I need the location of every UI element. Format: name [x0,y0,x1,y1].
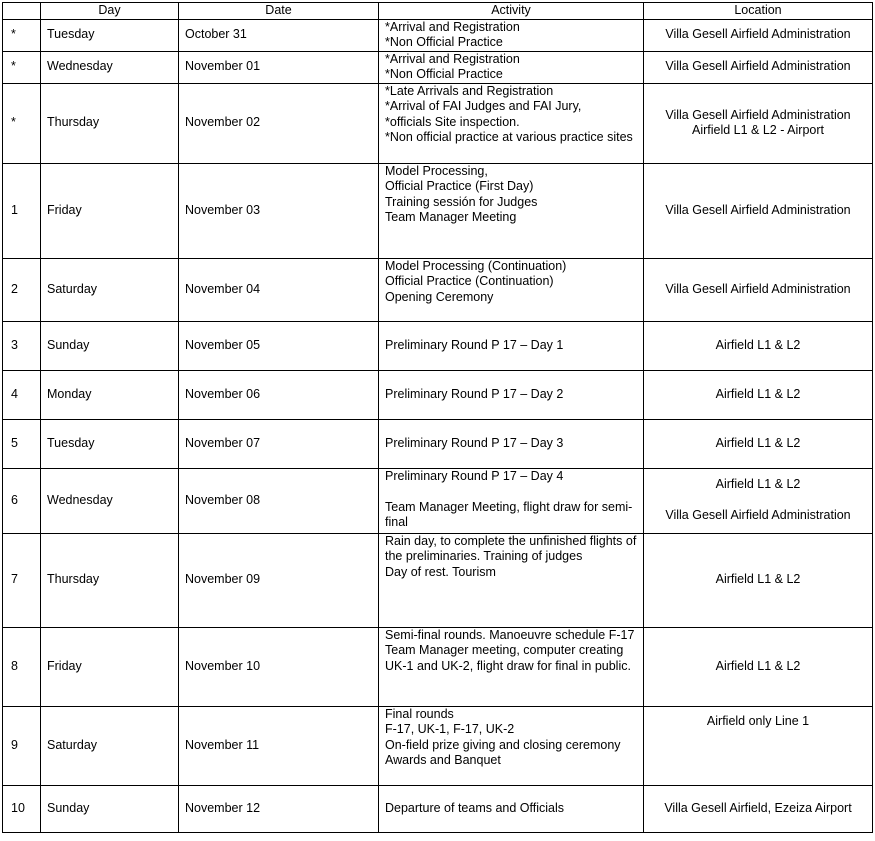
location-cell: Villa Gesell Airfield Administration [644,51,873,83]
row-number: 4 [3,370,41,419]
date-cell: November 10 [179,627,379,706]
location-cell: Airfield L1 & L2 [644,533,873,627]
date-cell: November 11 [179,706,379,785]
activity-cell: Model Processing (Continuation) Official Practice (Continuation) Opening Ceremony [379,258,644,321]
date-cell: November 03 [179,163,379,258]
date-cell: November 09 [179,533,379,627]
row-number: 6 [3,468,41,533]
header-location: Location [644,3,873,20]
activity-cell: Preliminary Round P 17 – Day 3 [379,419,644,468]
table-row [3,51,873,83]
day-cell: Monday [41,370,179,419]
date-cell: November 06 [179,370,379,419]
header-row [3,3,873,20]
activity-cell: Preliminary Round P 17 – Day 2 [379,370,644,419]
row-number: 8 [3,627,41,706]
table-row [3,163,873,258]
day-cell: Saturday [41,258,179,321]
location-cell: Villa Gesell Airfield, Ezeiza Airport [644,785,873,832]
day-cell: Wednesday [41,51,179,83]
date-cell: November 01 [179,51,379,83]
table-row [3,533,873,627]
row-number: 3 [3,321,41,370]
table-row [3,258,873,321]
activity-cell: *Late Arrivals and Registration *Arrival of FAI Judges and FAI Jury, *officials Site inspection. *Non official practice at various practice sites [379,83,644,163]
day-cell: Sunday [41,785,179,832]
row-number: 2 [3,258,41,321]
row-number: * [3,51,41,83]
row-number: 1 [3,163,41,258]
activity-cell: Rain day, to complete the unfinished flights of the preliminaries. Training of judges Day of rest. Tourism [379,533,644,627]
header-num [3,3,41,20]
location-cell: Airfield L1 & L2 [644,370,873,419]
date-cell: October 31 [179,19,379,51]
table-row [3,419,873,468]
table-row [3,785,873,832]
day-cell: Sunday [41,321,179,370]
day-cell: Friday [41,627,179,706]
activity-cell: Preliminary Round P 17 – Day 4 Team Manager Meeting, flight draw for semi-final [379,468,644,533]
day-cell: Saturday [41,706,179,785]
row-number: * [3,83,41,163]
row-number: 10 [3,785,41,832]
activity-cell: Preliminary Round P 17 – Day 1 [379,321,644,370]
schedule-body [3,19,873,832]
day-cell: Thursday [41,533,179,627]
row-number: 9 [3,706,41,785]
table-row [3,627,873,706]
day-cell: Friday [41,163,179,258]
schedule-table [2,2,873,833]
table-row [3,83,873,163]
date-cell: November 08 [179,468,379,533]
date-cell: November 04 [179,258,379,321]
day-cell: Thursday [41,83,179,163]
table-row [3,370,873,419]
activity-cell: *Arrival and Registration *Non Official Practice [379,51,644,83]
activity-cell: *Arrival and Registration *Non Official Practice [379,19,644,51]
activity-cell: Semi-final rounds. Manoeuvre schedule F-17 Team Manager meeting, computer creating UK-1 and UK-2, flight draw for final in public. [379,627,644,706]
day-cell: Tuesday [41,19,179,51]
date-cell: November 12 [179,785,379,832]
date-cell: November 05 [179,321,379,370]
header-date: Date [179,3,379,20]
location-cell: Airfield L1 & L2 [644,419,873,468]
row-number: 5 [3,419,41,468]
location-cell: Airfield L1 & L2 [644,627,873,706]
date-cell: November 02 [179,83,379,163]
location-cell: Villa Gesell Airfield Administration [644,19,873,51]
date-cell: November 07 [179,419,379,468]
activity-cell: Final rounds F-17, UK-1, F-17, UK-2 On-field prize giving and closing ceremony Awards and Banquet [379,706,644,785]
location-cell: Airfield L1 & L2 [644,321,873,370]
activity-cell: Model Processing, Official Practice (First Day) Training sessión for Judges Team Manager Meeting [379,163,644,258]
header-activity: Activity [379,3,644,20]
table-row [3,321,873,370]
table-row [3,468,873,533]
location-cell: Villa Gesell Airfield Administration [644,258,873,321]
row-number: * [3,19,41,51]
row-number: 7 [3,533,41,627]
header-day: Day [41,3,179,20]
location-cell: Villa Gesell Airfield Administration Airfield L1 & L2 - Airport [644,83,873,163]
activity-cell: Departure of teams and Officials [379,785,644,832]
day-cell: Tuesday [41,419,179,468]
day-cell: Wednesday [41,468,179,533]
table-row [3,19,873,51]
location-cell: Villa Gesell Airfield Administration [644,163,873,258]
location-cell: Airfield only Line 1 [644,706,873,785]
location-cell: Airfield L1 & L2 Villa Gesell Airfield Administration [644,468,873,533]
table-row [3,706,873,785]
